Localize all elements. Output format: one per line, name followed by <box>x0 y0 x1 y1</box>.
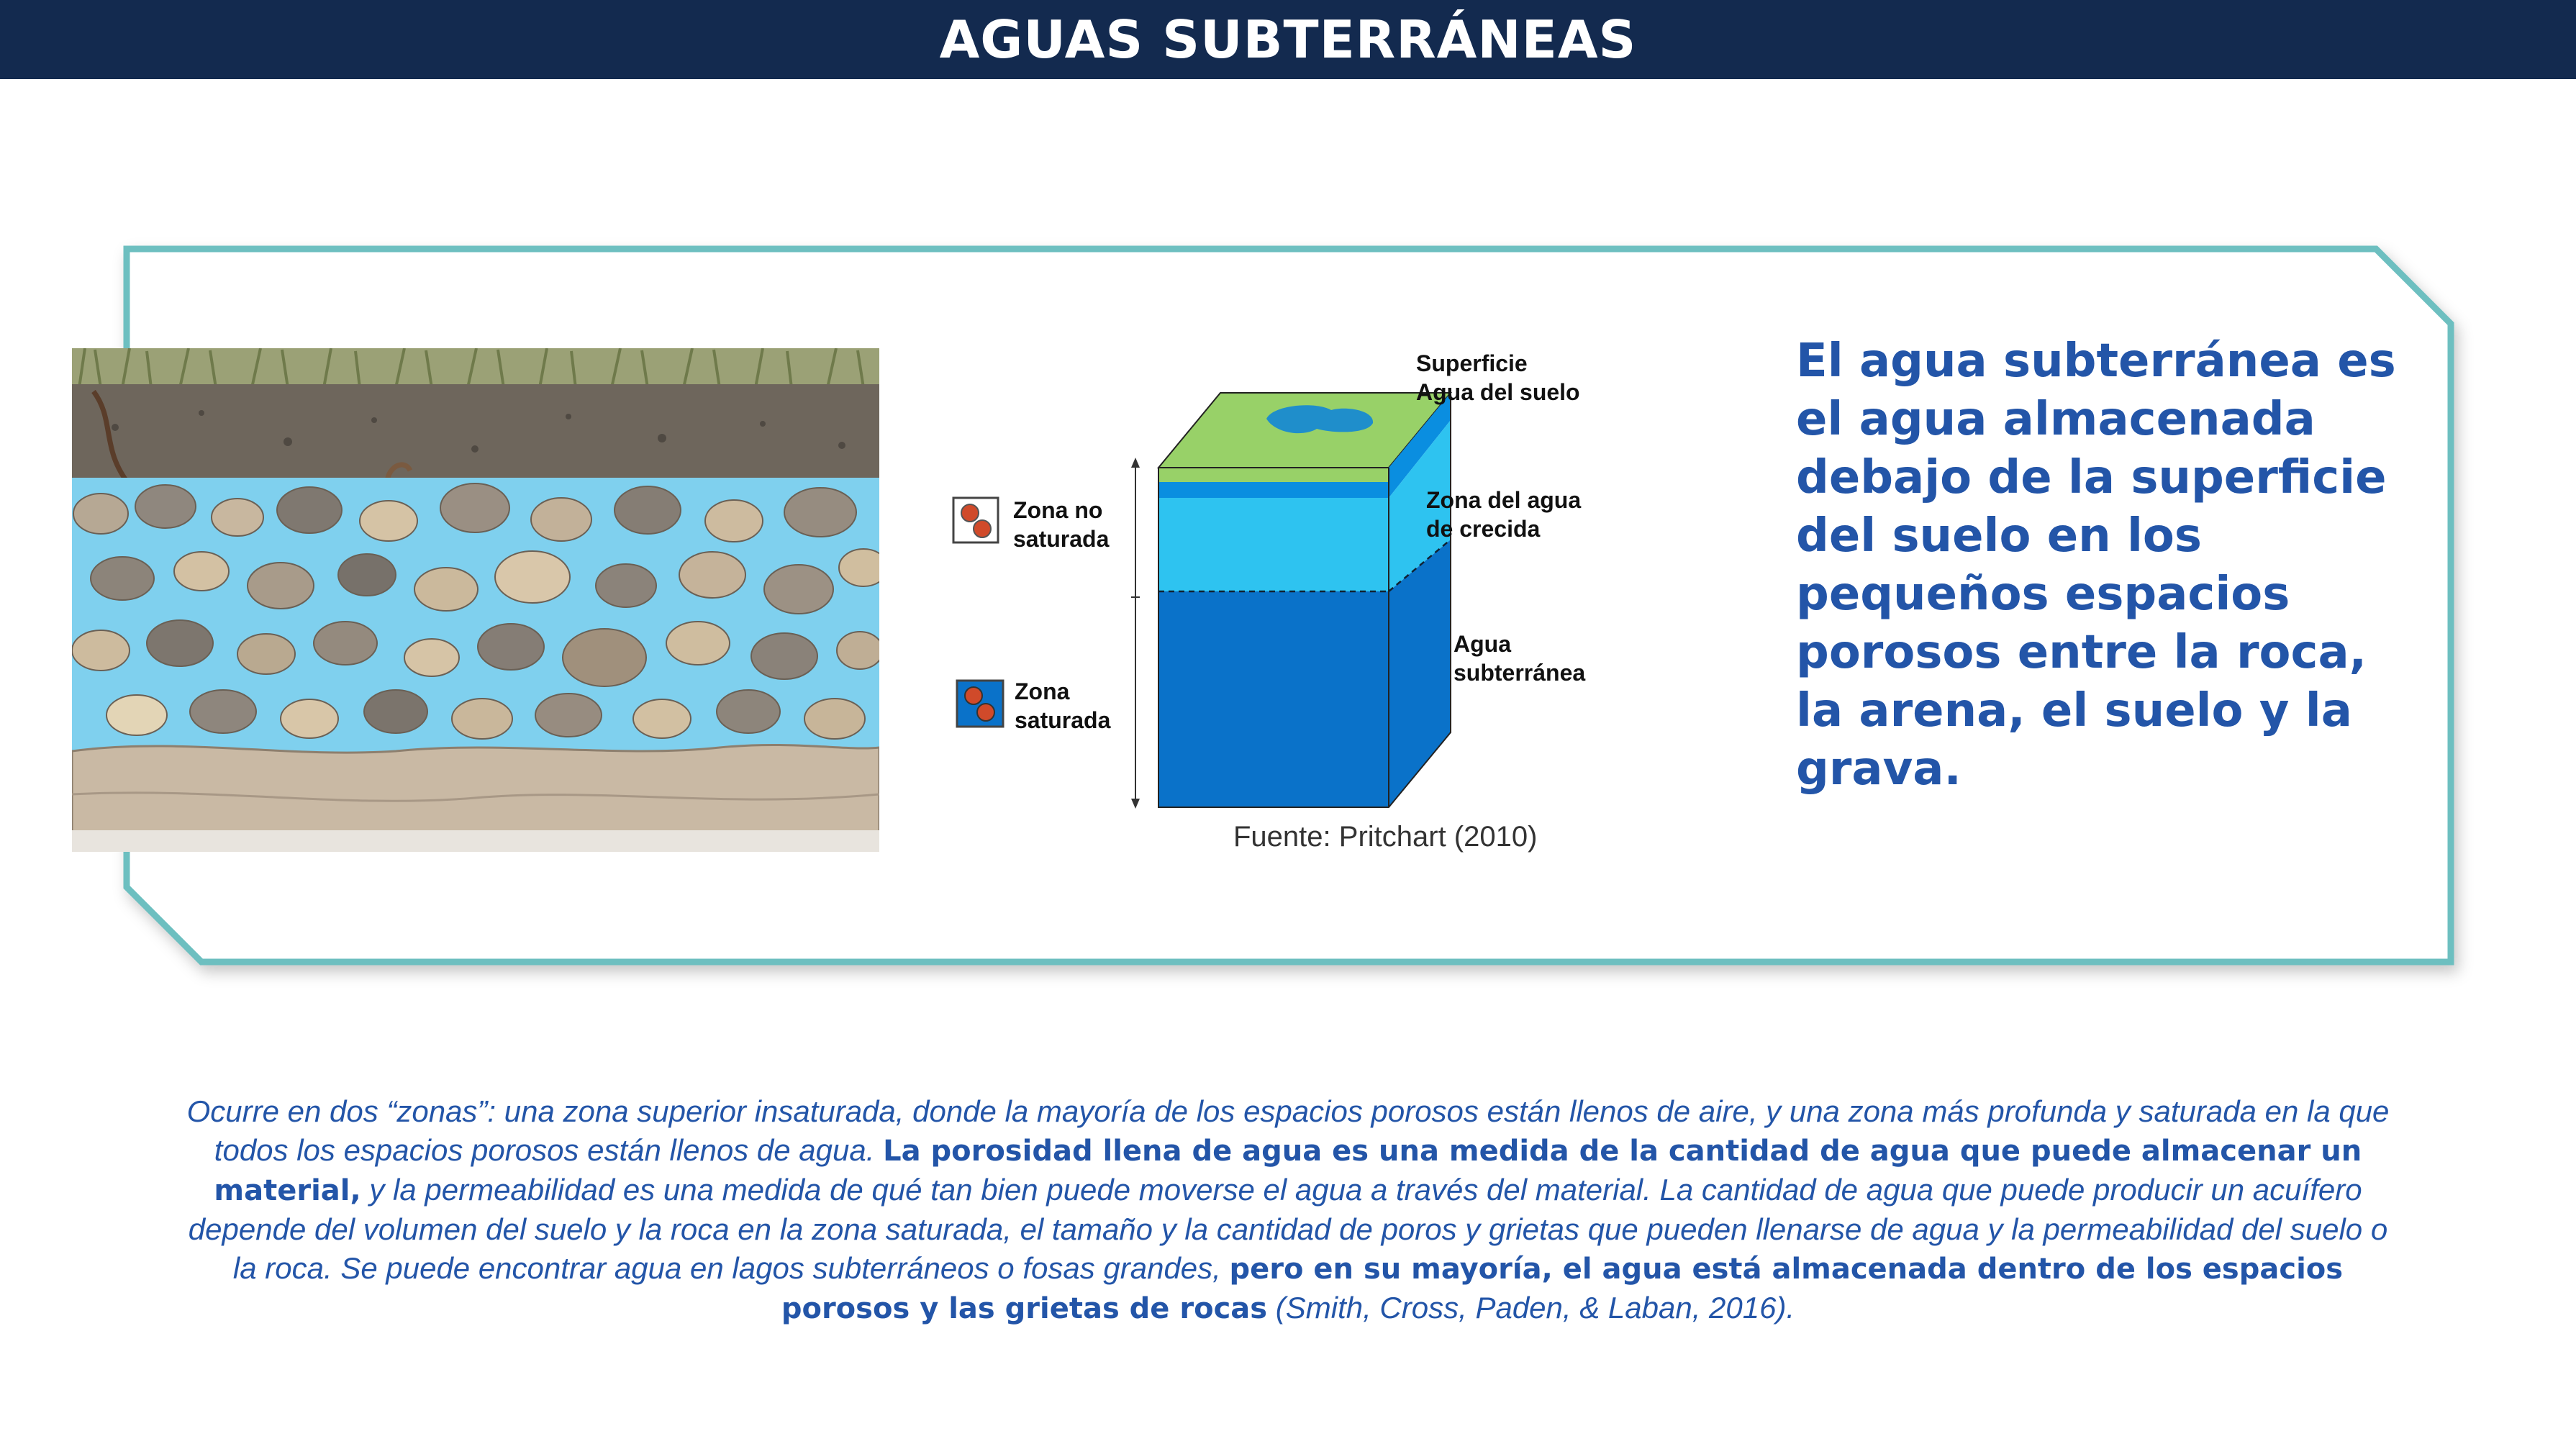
groundwater-diagram <box>943 338 1648 871</box>
label-groundwater-line1: Agua <box>1453 631 1511 657</box>
label-groundwater-line2: subterránea <box>1453 660 1586 686</box>
soil-water-layer <box>1158 482 1389 498</box>
label-flood-zone-line2: de crecida <box>1426 516 1541 542</box>
paragraph-part-4: pero en su mayoría, el agua está almacenada dentro de los espacios porosos y las grietas de rocas <box>781 1253 2344 1325</box>
surface-layer <box>1158 468 1389 482</box>
flood-zone-layer <box>1158 498 1389 591</box>
paragraph-part-5: (Smith, Cross, Paden, & Laban, 2016). <box>1267 1291 1795 1325</box>
groundwater-layer <box>1158 591 1389 807</box>
soil-illustration <box>72 348 879 852</box>
legend-unsaturated-line2: saturada <box>1013 526 1110 552</box>
page-title: AGUAS SUBTERRÁNEAS <box>939 9 1637 70</box>
label-surface: Superficie <box>1416 350 1528 376</box>
figure-source: Fuente: Pritchart (2010) <box>1233 821 1538 853</box>
legend-saturated-line1: Zona <box>1015 678 1070 704</box>
legend-saturated-icon <box>957 681 1003 727</box>
body-paragraph <box>173 1092 2403 1328</box>
main-definition: El agua subterránea es el agua almacenada debajo de la superficie del suelo en los pequeños espacios porosos entre la roca, la arena, el suelo y la grava. <box>1796 335 2396 796</box>
paragraph-part-3: y la permeabilidad es una medida de qué tan bien puede moverse el agua a través del material. La cantidad de agua que puede producir un acuífero depende del volumen del suelo y la roca en la zona saturada, el tamaño y la cantidad de poros y grietas que pueden llenarse de agua y la permeabilidad del suelo o la roca. Se puede encontrar agua en lagos subterráneos o fosas grandes, <box>188 1173 2388 1285</box>
label-flood-zone-line1: Zona del agua <box>1426 487 1582 513</box>
legend-unsaturated-line1: Zona no <box>1013 497 1103 523</box>
label-soil-water: Agua del suelo <box>1416 379 1580 405</box>
legend-saturated-line2: saturada <box>1015 707 1111 733</box>
paragraph-part-1: Ocurre en dos “zonas”: una zona superior insaturada, donde la mayoría de los espacios porosos están llenos de aire, y una zona más profunda y saturada en la que todos los espacios porosos están llenos de agua. <box>186 1094 2390 1167</box>
paragraph-part-2: La porosidad llena de agua es una medida de la cantidad de agua que puede almacenar un material, <box>214 1135 2362 1207</box>
